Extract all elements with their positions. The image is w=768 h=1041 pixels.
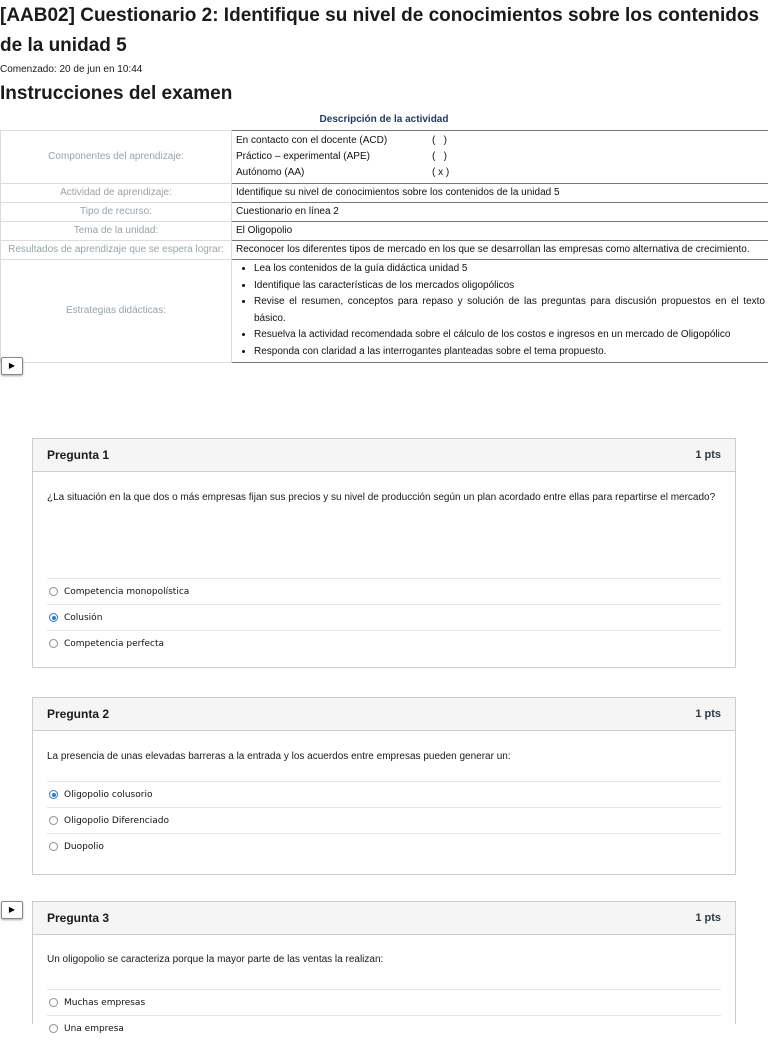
component-line-ape — [236, 149, 765, 165]
radio-unchecked-icon[interactable] — [49, 1024, 58, 1033]
resource-value: Cuestionario en línea 2 — [232, 203, 768, 222]
component-acd-text: En contacto con el docente (ACD) — [236, 133, 432, 149]
strategy-item: • Lea los contenidos de la guía didáctica unidad 5 — [254, 261, 765, 278]
answer-label: Oligopolio colusorio — [64, 790, 152, 800]
strategy-item: • Revise el resumen, conceptos para repaso y solución de las preguntas para discusión propuestos en el texto básico. — [254, 294, 765, 327]
component-aa-text: Autónomo (AA) — [236, 165, 432, 181]
component-line-acd — [236, 133, 765, 149]
strategy-item: • Identifique las características de los mercados oligopólicos — [254, 278, 765, 295]
answer-label: Oligopolio Diferenciado — [64, 816, 169, 826]
resource-label: Tipo de recurso: — [1, 203, 232, 222]
answer-option[interactable] — [47, 1015, 721, 1041]
activity-description-title: Descripción de la actividad — [0, 114, 768, 125]
component-ape-text: Práctico – experimental (APE) — [236, 149, 432, 165]
strategies-value — [232, 260, 768, 363]
question-header — [33, 698, 735, 731]
components-label: Componentes del aprendizaje: — [1, 131, 232, 184]
strategy-item: • Resuelva la actividad recomendada sobre el cálculo de los costos e ingresos en un mercado de Oligopólico — [254, 327, 765, 344]
components-value — [232, 131, 768, 184]
strategies-row — [1, 260, 768, 363]
topic-label: Tema de la unidad: — [1, 222, 232, 241]
answer-option[interactable] — [47, 807, 721, 833]
component-line-aa — [236, 165, 765, 181]
question-title: Pregunta 3 — [47, 911, 109, 925]
answer-list — [47, 781, 721, 859]
question-1-card — [32, 438, 736, 668]
answer-option[interactable] — [47, 833, 721, 859]
answer-list — [47, 989, 721, 1041]
component-aa-mark: ( x ) — [432, 165, 449, 181]
radio-unchecked-icon[interactable] — [49, 998, 58, 1007]
radio-unchecked-icon[interactable] — [49, 587, 58, 596]
answer-label: Competencia perfecta — [64, 639, 164, 649]
page-title: [AAB02] Cuestionario 2: Identifique su nivel de conocimientos sobre los contenidos de la unidad 5 — [0, 1, 760, 61]
component-ape-mark: ( ) — [432, 149, 447, 165]
question-3-card — [32, 901, 736, 1024]
question-points: 1 pts — [695, 912, 721, 924]
answer-label: Muchas empresas — [64, 998, 145, 1008]
question-header — [33, 439, 735, 472]
question-text: ¿La situación en la que dos o más empresas fijan sus precios y su nivel de producción según un plan acordado entre ellas para repartirse el mercado? — [47, 472, 721, 578]
radio-checked-icon[interactable] — [49, 613, 58, 622]
topic-row — [1, 222, 768, 241]
answer-option[interactable] — [47, 989, 721, 1015]
answer-label: Duopolio — [64, 842, 104, 852]
radio-unchecked-icon[interactable] — [49, 639, 58, 648]
activity-table — [0, 130, 768, 363]
question-points: 1 pts — [695, 449, 721, 461]
answer-label: Colusión — [64, 613, 102, 623]
answer-option[interactable] — [47, 604, 721, 630]
play-arrow-icon: ▶ — [9, 361, 15, 370]
answer-list — [47, 578, 721, 656]
activity-value: Identifique su nivel de conocimientos sobre los contenidos de la unidad 5 — [232, 184, 768, 203]
play-arrow-icon: ▶ — [9, 905, 15, 914]
answer-option[interactable] — [47, 781, 721, 807]
results-row — [1, 241, 768, 260]
question-header — [33, 902, 735, 935]
question-body — [33, 472, 735, 656]
activity-row — [1, 184, 768, 203]
question-body — [33, 935, 735, 1041]
radio-checked-icon[interactable] — [49, 790, 58, 799]
question-title: Pregunta 1 — [47, 448, 109, 462]
started-timestamp: Comenzado: 20 de jun en 10:44 — [0, 64, 142, 75]
activity-label: Actividad de aprendizaje: — [1, 184, 232, 203]
question-body — [33, 731, 735, 859]
results-label: Resultados de aprendizaje que se espera lograr: — [1, 241, 232, 260]
radio-unchecked-icon[interactable] — [49, 842, 58, 851]
strategy-item: • Responda con claridad a las interrogantes planteadas sobre el tema propuesto. — [254, 344, 765, 361]
question-2-card — [32, 697, 736, 875]
answer-label: Una empresa — [64, 1024, 124, 1034]
component-acd-mark: ( ) — [432, 133, 447, 149]
answer-label: Competencia monopolística — [64, 587, 189, 597]
expand-sidebar-button[interactable] — [1, 357, 23, 375]
radio-unchecked-icon[interactable] — [49, 816, 58, 825]
resource-row — [1, 203, 768, 222]
question-title: Pregunta 2 — [47, 707, 109, 721]
question-points: 1 pts — [695, 708, 721, 720]
question-text: La presencia de unas elevadas barreras a la entrada y los acuerdos entre empresas pueden generar un: — [47, 731, 721, 781]
expand-questions-button[interactable] — [1, 901, 23, 919]
strategies-label: Estrategias didácticas: — [1, 260, 232, 363]
question-text: Un oligopolio se caracteriza porque la mayor parte de las ventas la realizan: — [47, 935, 721, 989]
components-row — [1, 131, 768, 184]
instructions-heading: Instrucciones del examen — [0, 83, 232, 105]
topic-value: El Oligopolio — [232, 222, 768, 241]
answer-option[interactable] — [47, 630, 721, 656]
strategies-list — [236, 261, 765, 361]
results-value: Reconocer los diferentes tipos de mercado en los que se desarrollan las empresas como alternativa de crecimiento. — [232, 241, 768, 260]
answer-option[interactable] — [47, 578, 721, 604]
